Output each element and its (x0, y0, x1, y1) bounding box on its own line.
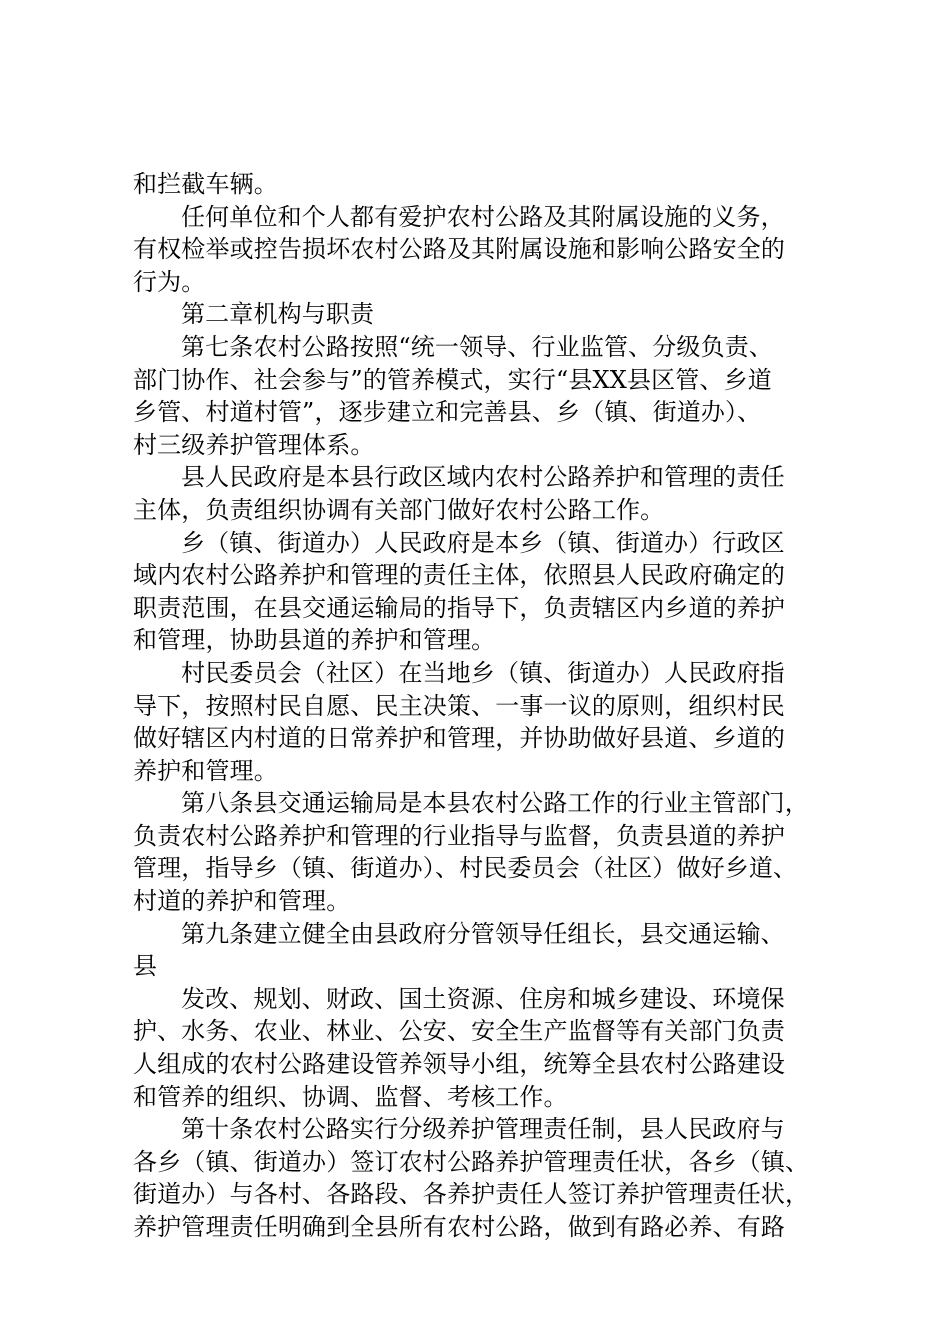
text-line: 职责范围，在县交通运输局的指导下，负责辖区内乡道的养护 (133, 593, 786, 622)
text-line: 发改、规划、财政、国土资源、住房和城乡建设、环境保 (181, 984, 785, 1013)
text-line: 乡（镇、街道办）人民政府是本乡（镇、街道办）行政区 (181, 528, 785, 557)
text-line: 导下，按照村民自愿、民主决策、一事一议的原则，组织村民 (133, 691, 786, 720)
text-line: 任何单位和个人都有爱护农村公路及其附属设施的义务， (181, 202, 785, 231)
text-line: 第九条建立健全由县政府分管领导任组长，县交通运输、 (181, 919, 785, 948)
text-line: 县人民政府是本县行政区域内农村公路养护和管理的责任 (181, 463, 785, 492)
text-line: 负责农村公路养护和管理的行业指导与监督，负责县道的养护 (133, 821, 786, 850)
text-line: 和管理，协助县道的养护和管理。 (133, 626, 496, 655)
text-line: 行为。 (133, 267, 206, 296)
chapter-heading: 第二章机构与职责 (181, 300, 375, 329)
text-line: 第八条县交通运输局是本县农村公路工作的行业主管部门， (181, 789, 809, 818)
text-line: 乡管、村道村管”，逐步建立和完善县、乡（镇、街道办）、 (133, 398, 762, 427)
text-line: 域内农村公路养护和管理的责任主体，依照县人民政府确定的 (133, 561, 786, 590)
text-line: 养护管理责任明确到全县所有农村公路，做到有路必养、有路 (133, 1213, 786, 1241)
text-line: 村三级养护管理体系。 (133, 430, 375, 459)
text-line: 和拦截车辆。 (133, 170, 278, 198)
text-line: 有权检举或控告损坏农村公路及其附属设施和影响公路安全的 (133, 235, 786, 264)
document-body (133, 168, 833, 1244)
text-line: 各乡（镇、街道办）签订农村公路养护管理责任状，各乡（镇、 (133, 1147, 810, 1176)
text-line: 第十条农村公路实行分级养护管理责任制，县人民政府与 (181, 1115, 785, 1144)
text-line: 做好辖区内村道的日常养护和管理，并协助做好县道、乡道的 (133, 724, 786, 753)
text-line: 县 (133, 952, 158, 981)
text-line: 第七条农村公路按照“统一领导、行业监管、分级负责、 (181, 332, 774, 361)
text-line: 管理，指导乡（镇、街道办）、村民委员会（社区）做好乡道、 (133, 854, 798, 883)
text-line: 人组成的农村公路建设管养领导小组，统筹全县农村公路建设 (133, 1050, 786, 1079)
text-line: 村道的养护和管理。 (133, 887, 351, 916)
text-line: 护、水务、农业、林业、公安、安全生产监督等有关部门负责 (133, 1017, 786, 1046)
text-line: 村民委员会（社区）在当地乡（镇、街道办）人民政府指 (181, 658, 785, 687)
text-line: 主体，负责组织协调有关部门做好农村公路工作。 (133, 495, 665, 524)
text-line: 和管养的组织、协调、监督、考核工作。 (133, 1082, 568, 1111)
text-line: 部门协作、社会参与”的管养模式，实行“县XX县区管、乡道 (133, 365, 772, 394)
text-line: 养护和管理。 (133, 756, 278, 785)
text-line: 街道办）与各村、各路段、各养护责任人签订养护管理责任状， (133, 1180, 810, 1209)
